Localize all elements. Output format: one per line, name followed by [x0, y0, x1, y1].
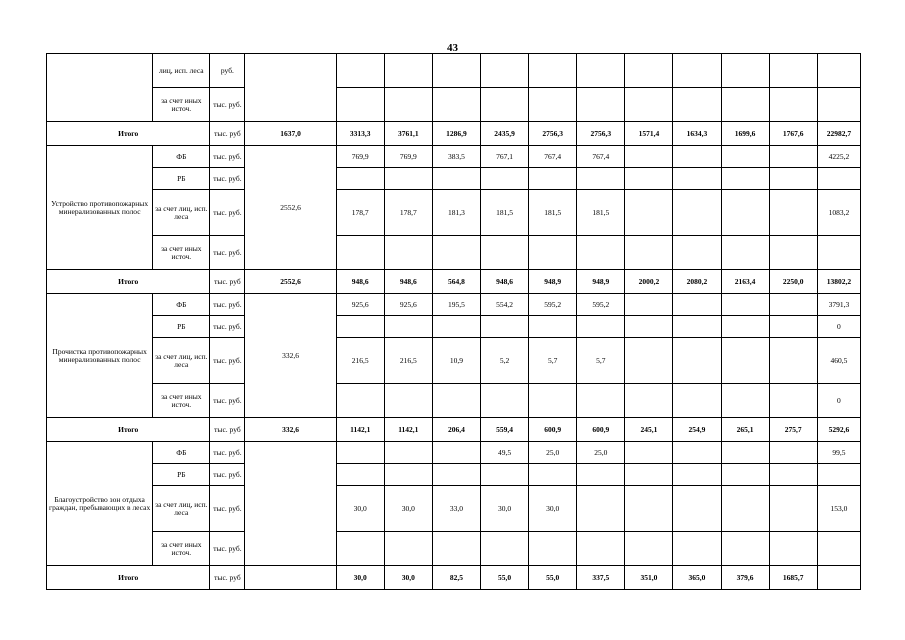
- value-cell: [625, 532, 673, 566]
- value-cell: [481, 384, 529, 418]
- total-value-cell: 245,1: [625, 418, 673, 442]
- value-cell: 0: [817, 384, 860, 418]
- total-row: [47, 418, 861, 442]
- source-cell: РБ: [153, 464, 210, 486]
- value-cell: [529, 464, 577, 486]
- source-cell: за счет иных источ.: [153, 236, 210, 270]
- value-cell: 5,7: [577, 338, 625, 384]
- total-value-cell: 2163,4: [721, 270, 769, 294]
- value-cell: 99,5: [817, 442, 860, 464]
- value-cell: 30,0: [336, 486, 384, 532]
- value-cell: 1083,2: [817, 190, 860, 236]
- total-value-cell: 1634,3: [673, 122, 721, 146]
- value-cell: [721, 464, 769, 486]
- section-name-cell: Благоустройство зон отдыха граждан, пребывающих в лесах: [47, 442, 153, 566]
- value-cell: [336, 442, 384, 464]
- source-cell: ФБ: [153, 442, 210, 464]
- value-cell: 925,6: [336, 294, 384, 316]
- value-cell: [625, 146, 673, 168]
- value-cell: [336, 316, 384, 338]
- value-cell: 5,2: [481, 338, 529, 384]
- value-cell: [673, 338, 721, 384]
- value-cell: [384, 236, 432, 270]
- value-cell: 0: [817, 316, 860, 338]
- value-cell: [721, 384, 769, 418]
- total-value-cell: 948,9: [577, 270, 625, 294]
- source-cell: РБ: [153, 316, 210, 338]
- value-cell: [432, 54, 480, 88]
- value-cell: [625, 54, 673, 88]
- page-number: 43: [447, 42, 458, 54]
- value-cell: 767,1: [481, 146, 529, 168]
- value-cell: [817, 168, 860, 190]
- total-value-cell: 559,4: [481, 418, 529, 442]
- value-cell: [673, 486, 721, 532]
- value-cell: [577, 88, 625, 122]
- total-value-cell: 30,0: [384, 566, 432, 590]
- unit-cell: тыс. руб: [210, 566, 245, 590]
- total-value-cell: 351,0: [625, 566, 673, 590]
- value-cell: [481, 88, 529, 122]
- source-cell: за счет иных источ.: [153, 384, 210, 418]
- value-cell: [384, 168, 432, 190]
- source-cell: ФБ: [153, 146, 210, 168]
- value-cell: [721, 486, 769, 532]
- value-cell: [529, 236, 577, 270]
- total-value-cell: 1699,6: [721, 122, 769, 146]
- value-cell: [577, 236, 625, 270]
- total-value-cell: 948,6: [336, 270, 384, 294]
- value-cell: [336, 532, 384, 566]
- value-cell: 460,5: [817, 338, 860, 384]
- base-cell: 2552,6: [245, 146, 336, 270]
- value-cell: [529, 316, 577, 338]
- value-cell: [481, 464, 529, 486]
- total-value-cell: [817, 566, 860, 590]
- value-cell: 49,5: [481, 442, 529, 464]
- total-value-cell: 30,0: [336, 566, 384, 590]
- total-base-cell: 1637,0: [245, 122, 336, 146]
- value-cell: [336, 464, 384, 486]
- value-cell: [721, 88, 769, 122]
- value-cell: [769, 88, 817, 122]
- unit-cell: тыс. руб.: [210, 236, 245, 270]
- table-row: [47, 384, 861, 418]
- value-cell: [673, 88, 721, 122]
- total-base-cell: 332,6: [245, 418, 336, 442]
- value-cell: [529, 384, 577, 418]
- value-cell: [432, 532, 480, 566]
- total-value-cell: 2756,3: [529, 122, 577, 146]
- value-cell: 33,0: [432, 486, 480, 532]
- value-cell: [721, 532, 769, 566]
- value-cell: [481, 168, 529, 190]
- value-cell: 30,0: [481, 486, 529, 532]
- value-cell: [577, 464, 625, 486]
- unit-cell: тыс. руб: [210, 418, 245, 442]
- value-cell: [769, 54, 817, 88]
- total-value-cell: 13802,2: [817, 270, 860, 294]
- value-cell: [432, 88, 480, 122]
- value-cell: 30,0: [384, 486, 432, 532]
- total-value-cell: 564,8: [432, 270, 480, 294]
- value-cell: 554,2: [481, 294, 529, 316]
- total-value-cell: 1286,9: [432, 122, 480, 146]
- total-value-cell: 1142,1: [336, 418, 384, 442]
- value-cell: [336, 54, 384, 88]
- value-cell: [336, 384, 384, 418]
- total-row: [47, 270, 861, 294]
- value-cell: [336, 168, 384, 190]
- value-cell: [432, 464, 480, 486]
- value-cell: 767,4: [577, 146, 625, 168]
- value-cell: [481, 316, 529, 338]
- table-row: [47, 464, 861, 486]
- total-base-cell: [245, 566, 336, 590]
- value-cell: [769, 338, 817, 384]
- source-cell: за счет лиц, исп. леса: [153, 190, 210, 236]
- unit-cell: тыс. руб.: [210, 168, 245, 190]
- value-cell: [384, 442, 432, 464]
- total-label: Итого: [47, 418, 210, 442]
- value-cell: 153,0: [817, 486, 860, 532]
- value-cell: [769, 146, 817, 168]
- value-cell: [721, 442, 769, 464]
- value-cell: [625, 236, 673, 270]
- total-value-cell: 82,5: [432, 566, 480, 590]
- value-cell: [481, 54, 529, 88]
- unit-cell: тыс. руб.: [210, 316, 245, 338]
- total-row: [47, 566, 861, 590]
- value-cell: [721, 316, 769, 338]
- value-cell: [529, 168, 577, 190]
- total-value-cell: 3761,1: [384, 122, 432, 146]
- source-cell: лиц, исп. леса: [153, 54, 210, 88]
- base-cell: 332,6: [245, 294, 336, 418]
- value-cell: [529, 54, 577, 88]
- value-cell: [529, 532, 577, 566]
- total-value-cell: 379,6: [721, 566, 769, 590]
- unit-cell: тыс. руб.: [210, 486, 245, 532]
- value-cell: [673, 464, 721, 486]
- value-cell: [673, 532, 721, 566]
- total-value-cell: 365,0: [673, 566, 721, 590]
- value-cell: [432, 384, 480, 418]
- total-value-cell: 948,6: [481, 270, 529, 294]
- unit-cell: тыс. руб.: [210, 464, 245, 486]
- total-value-cell: 5292,6: [817, 418, 860, 442]
- value-cell: [673, 146, 721, 168]
- table-row: [47, 54, 861, 88]
- value-cell: [625, 190, 673, 236]
- value-cell: 178,7: [384, 190, 432, 236]
- total-value-cell: 22982,7: [817, 122, 860, 146]
- total-label: Итого: [47, 122, 210, 146]
- value-cell: [817, 88, 860, 122]
- value-cell: [384, 316, 432, 338]
- value-cell: [769, 168, 817, 190]
- value-cell: 10,9: [432, 338, 480, 384]
- value-cell: 195,5: [432, 294, 480, 316]
- value-cell: [384, 88, 432, 122]
- value-cell: 25,0: [577, 442, 625, 464]
- value-cell: [673, 442, 721, 464]
- total-value-cell: 275,7: [769, 418, 817, 442]
- value-cell: [625, 88, 673, 122]
- value-cell: [481, 532, 529, 566]
- table-row: [47, 442, 861, 464]
- value-cell: [721, 338, 769, 384]
- value-cell: 595,2: [529, 294, 577, 316]
- source-cell: за счет иных источ.: [153, 88, 210, 122]
- value-cell: [769, 532, 817, 566]
- value-cell: 769,9: [336, 146, 384, 168]
- value-cell: [625, 338, 673, 384]
- total-value-cell: 206,4: [432, 418, 480, 442]
- value-cell: 181,5: [529, 190, 577, 236]
- value-cell: [384, 532, 432, 566]
- value-cell: 216,5: [336, 338, 384, 384]
- table-row: [47, 338, 861, 384]
- unit-cell: тыс. руб.: [210, 338, 245, 384]
- total-value-cell: 3313,3: [336, 122, 384, 146]
- value-cell: [817, 532, 860, 566]
- table-row: [47, 236, 861, 270]
- source-cell: за счет иных источ.: [153, 532, 210, 566]
- total-value-cell: 1685,7: [769, 566, 817, 590]
- value-cell: [625, 486, 673, 532]
- value-cell: [817, 54, 860, 88]
- value-cell: [625, 464, 673, 486]
- value-cell: [769, 190, 817, 236]
- total-value-cell: 2756,3: [577, 122, 625, 146]
- table-row: [47, 146, 861, 168]
- value-cell: [673, 294, 721, 316]
- table-row: [47, 294, 861, 316]
- value-cell: [577, 532, 625, 566]
- value-cell: [432, 316, 480, 338]
- value-cell: [769, 316, 817, 338]
- section-name-cell: [47, 54, 153, 122]
- value-cell: [529, 88, 577, 122]
- value-cell: [673, 384, 721, 418]
- value-cell: [817, 236, 860, 270]
- table-row: [47, 532, 861, 566]
- unit-cell: тыс. руб.: [210, 146, 245, 168]
- source-cell: за счет лиц, исп. леса: [153, 486, 210, 532]
- value-cell: [336, 88, 384, 122]
- value-cell: [481, 236, 529, 270]
- value-cell: [673, 168, 721, 190]
- value-cell: [432, 168, 480, 190]
- total-value-cell: 254,9: [673, 418, 721, 442]
- total-value-cell: 2250,0: [769, 270, 817, 294]
- value-cell: [625, 168, 673, 190]
- value-cell: [769, 236, 817, 270]
- table-row: [47, 168, 861, 190]
- value-cell: 25,0: [529, 442, 577, 464]
- value-cell: [384, 54, 432, 88]
- total-label: Итого: [47, 566, 210, 590]
- budget-table: [46, 53, 861, 590]
- value-cell: [432, 236, 480, 270]
- value-cell: [577, 54, 625, 88]
- value-cell: [673, 236, 721, 270]
- total-value-cell: 600,9: [529, 418, 577, 442]
- value-cell: 383,5: [432, 146, 480, 168]
- value-cell: 181,5: [577, 190, 625, 236]
- value-cell: [577, 316, 625, 338]
- value-cell: [384, 464, 432, 486]
- total-base-cell: 2552,6: [245, 270, 336, 294]
- value-cell: 3791,3: [817, 294, 860, 316]
- total-value-cell: 55,0: [481, 566, 529, 590]
- value-cell: 595,2: [577, 294, 625, 316]
- total-value-cell: 1142,1: [384, 418, 432, 442]
- value-cell: 4225,2: [817, 146, 860, 168]
- value-cell: 216,5: [384, 338, 432, 384]
- value-cell: [577, 168, 625, 190]
- total-value-cell: 55,0: [529, 566, 577, 590]
- value-cell: 181,3: [432, 190, 480, 236]
- section-name-cell: Устройство противопожарных минерализованных полос: [47, 146, 153, 270]
- value-cell: [769, 486, 817, 532]
- base-cell: [245, 54, 336, 122]
- unit-cell: тыс. руб.: [210, 88, 245, 122]
- total-value-cell: 1767,6: [769, 122, 817, 146]
- value-cell: [673, 316, 721, 338]
- base-cell: [245, 442, 336, 566]
- value-cell: [721, 146, 769, 168]
- value-cell: [769, 464, 817, 486]
- value-cell: [577, 384, 625, 418]
- value-cell: 178,7: [336, 190, 384, 236]
- total-row: [47, 122, 861, 146]
- unit-cell: тыс. руб.: [210, 532, 245, 566]
- total-value-cell: 265,1: [721, 418, 769, 442]
- total-value-cell: 2080,2: [673, 270, 721, 294]
- value-cell: 30,0: [529, 486, 577, 532]
- table-row: [47, 486, 861, 532]
- total-value-cell: 600,9: [577, 418, 625, 442]
- value-cell: [721, 190, 769, 236]
- value-cell: [721, 54, 769, 88]
- table-row: [47, 190, 861, 236]
- value-cell: [625, 316, 673, 338]
- value-cell: [721, 294, 769, 316]
- total-value-cell: 948,6: [384, 270, 432, 294]
- unit-cell: руб.: [210, 54, 245, 88]
- table-row: [47, 316, 861, 338]
- unit-cell: тыс. руб: [210, 122, 245, 146]
- value-cell: 181,5: [481, 190, 529, 236]
- value-cell: 767,4: [529, 146, 577, 168]
- value-cell: [769, 442, 817, 464]
- value-cell: [625, 442, 673, 464]
- value-cell: [673, 190, 721, 236]
- table-row: [47, 88, 861, 122]
- source-cell: за счет лиц, исп. леса: [153, 338, 210, 384]
- value-cell: 769,9: [384, 146, 432, 168]
- unit-cell: тыс. руб.: [210, 384, 245, 418]
- section-name-cell: Прочистка противопожарных минерализованных полос: [47, 294, 153, 418]
- unit-cell: тыс. руб.: [210, 190, 245, 236]
- value-cell: [673, 54, 721, 88]
- value-cell: [336, 236, 384, 270]
- value-cell: 5,7: [529, 338, 577, 384]
- total-value-cell: 1571,4: [625, 122, 673, 146]
- total-value-cell: 2000,2: [625, 270, 673, 294]
- value-cell: [721, 168, 769, 190]
- value-cell: [817, 464, 860, 486]
- source-cell: ФБ: [153, 294, 210, 316]
- total-value-cell: 2435,9: [481, 122, 529, 146]
- unit-cell: тыс. руб.: [210, 294, 245, 316]
- value-cell: [577, 486, 625, 532]
- total-value-cell: 337,5: [577, 566, 625, 590]
- total-label: Итого: [47, 270, 210, 294]
- source-cell: РБ: [153, 168, 210, 190]
- value-cell: 925,6: [384, 294, 432, 316]
- value-cell: [432, 442, 480, 464]
- total-value-cell: 948,9: [529, 270, 577, 294]
- value-cell: [625, 384, 673, 418]
- value-cell: [625, 294, 673, 316]
- value-cell: [384, 384, 432, 418]
- value-cell: [769, 384, 817, 418]
- unit-cell: тыс. руб.: [210, 442, 245, 464]
- unit-cell: тыс. руб: [210, 270, 245, 294]
- value-cell: [721, 236, 769, 270]
- value-cell: [769, 294, 817, 316]
